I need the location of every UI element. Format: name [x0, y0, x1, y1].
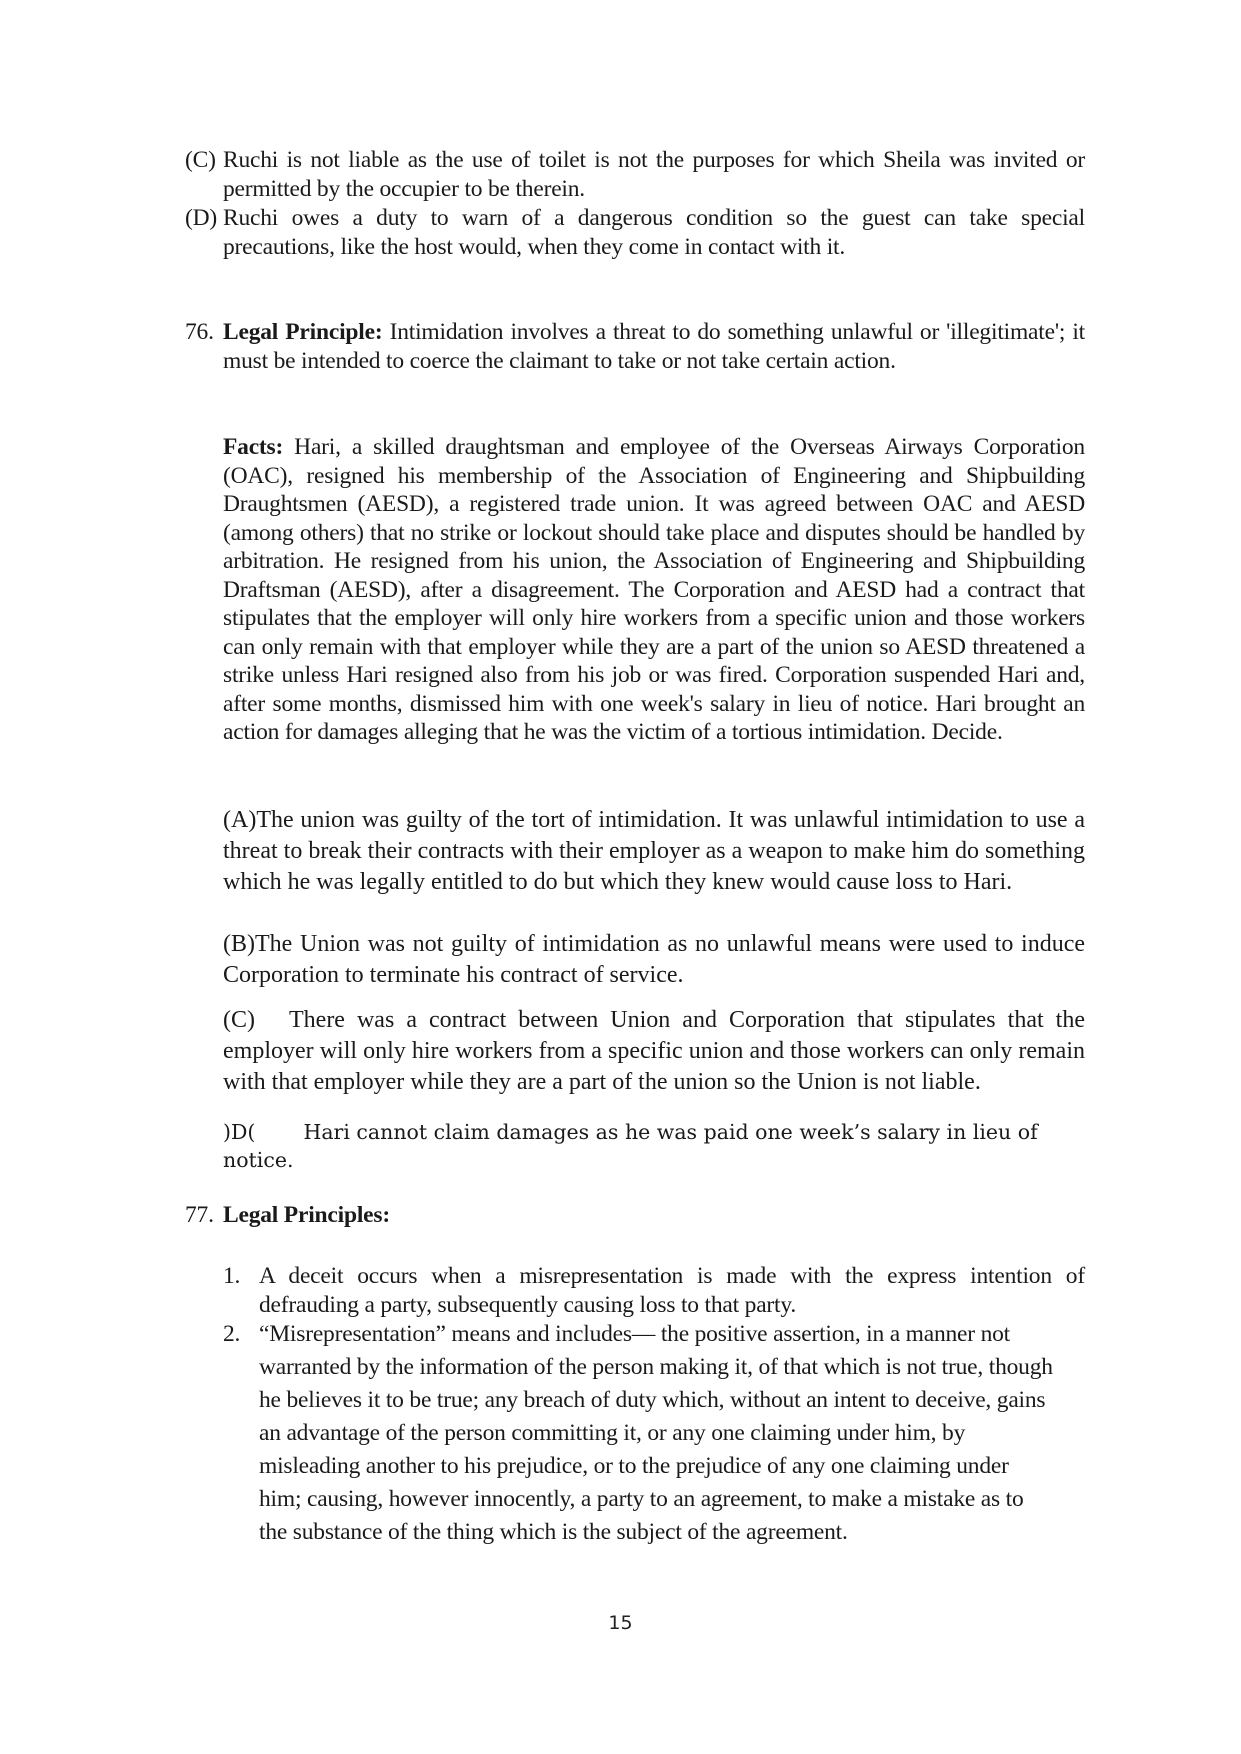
option-label: (D)	[185, 205, 218, 231]
option-text: Ruchi owes a duty to warn of a dangerous condition so the guest can take special precautions, like the host would, when they come in contact with it.	[223, 205, 1085, 260]
option-c-text: There was a contract between Union and Corporation that stipulates that the employer will only hire workers from a specific union and those workers can only remain with that employer while they are a part of the union so the Union is not liable.	[223, 1007, 1085, 1095]
option-b: (B)The Union was not guilty of intimidation as no unlawful means were used to induce Corporation to terminate his contract of service.	[223, 931, 1085, 988]
principle-item-1	[223, 1262, 1085, 1319]
legal-principle-heading: Legal Principle:	[223, 319, 383, 345]
item-label: 1.	[223, 1263, 241, 1289]
facts-text: Hari, a skilled draughtsman and employee of the Overseas Airways Corporation (OAC), resigned his membership of the Association of Engineering and Shipbuilding Draughtsmen (AESD), a registered trade union. It was agreed between OAC and AESD (among others) that no strike or lockout should take place and disputes should be handled by arbitration. He resigned from his union, the Association of Engineering and Shipbuilding Draftsman (AESD), after a disagreement. The Corporation and AESD had a contract that stipulates that the employer will only hire workers from a specific union and those workers can only remain with that employer while they are a part of the union so AESD threatened a strike unless Hari resigned also from his job or was fired. Corporation suspended Hari and, after some months, dismissed him with one week's salary in lieu of notice. Hari brought an action for damages alleging that he was the victim of a tortious intimidation. Decide.	[223, 434, 1085, 745]
facts-paragraph	[223, 433, 1085, 747]
option-a: (A)The union was guilty of the tort of intimidation. It was unlawful intimidation to use a threat to break their contracts with their employer as a weapon to make him do something which he was legally entitled to do but which they knew would cause loss to Hari.	[223, 807, 1085, 895]
principle-item-2	[223, 1318, 1085, 1549]
option-c-label: (C)	[223, 1007, 255, 1033]
option-text: Ruchi is not liable as the use of toilet is not the purposes for which Sheila was invited or permitted by the occupier to be therein.	[223, 147, 1085, 202]
prev-option-d	[185, 204, 1085, 261]
prev-option-c	[185, 146, 1085, 203]
option-d-label: )D(	[223, 1120, 256, 1144]
item-text: A deceit occurs when a misrepresentation is made with the express intention of defrauding a party, subsequently causing loss to that party.	[259, 1263, 1085, 1318]
legal-principles-heading: Legal Principles:	[223, 1202, 390, 1228]
facts-heading: Facts:	[223, 434, 284, 460]
option-d-text: Hari cannot claim damages as he was paid one week’s salary in lieu of notice.	[223, 1120, 1038, 1172]
item-label: 2.	[223, 1321, 241, 1347]
page-number: 15	[608, 1612, 633, 1634]
option-label: (C)	[185, 147, 216, 173]
question-76	[185, 318, 1085, 375]
item-text: “Misrepresentation” means and includes— the positive assertion, in a manner not warranted by the information of the person making it, of that which is not true, though he believes it to be true; any breach of duty which, without an intent to deceive, gains an advantage of the person committing it, or any one claiming under him, by misleading another to his prejudice, or to the prejudice of any one claiming under him; causing, however innocently, a party to an agreement, to make a mistake as to the substance of the thing which is the subject of the agreement.	[259, 1321, 1053, 1545]
legal-principle	[223, 318, 1085, 375]
question-77	[185, 1201, 1085, 1230]
option-d	[223, 1118, 1085, 1174]
legal-principle-text: Intimidation involves a threat to do something unlawful or 'illegitimate'; it must be intended to coerce the claimant to take or not take certain action.	[223, 319, 1085, 374]
question-number: 77.	[185, 1202, 214, 1228]
question-number: 76.	[185, 319, 214, 345]
option-c	[223, 1005, 1085, 1098]
